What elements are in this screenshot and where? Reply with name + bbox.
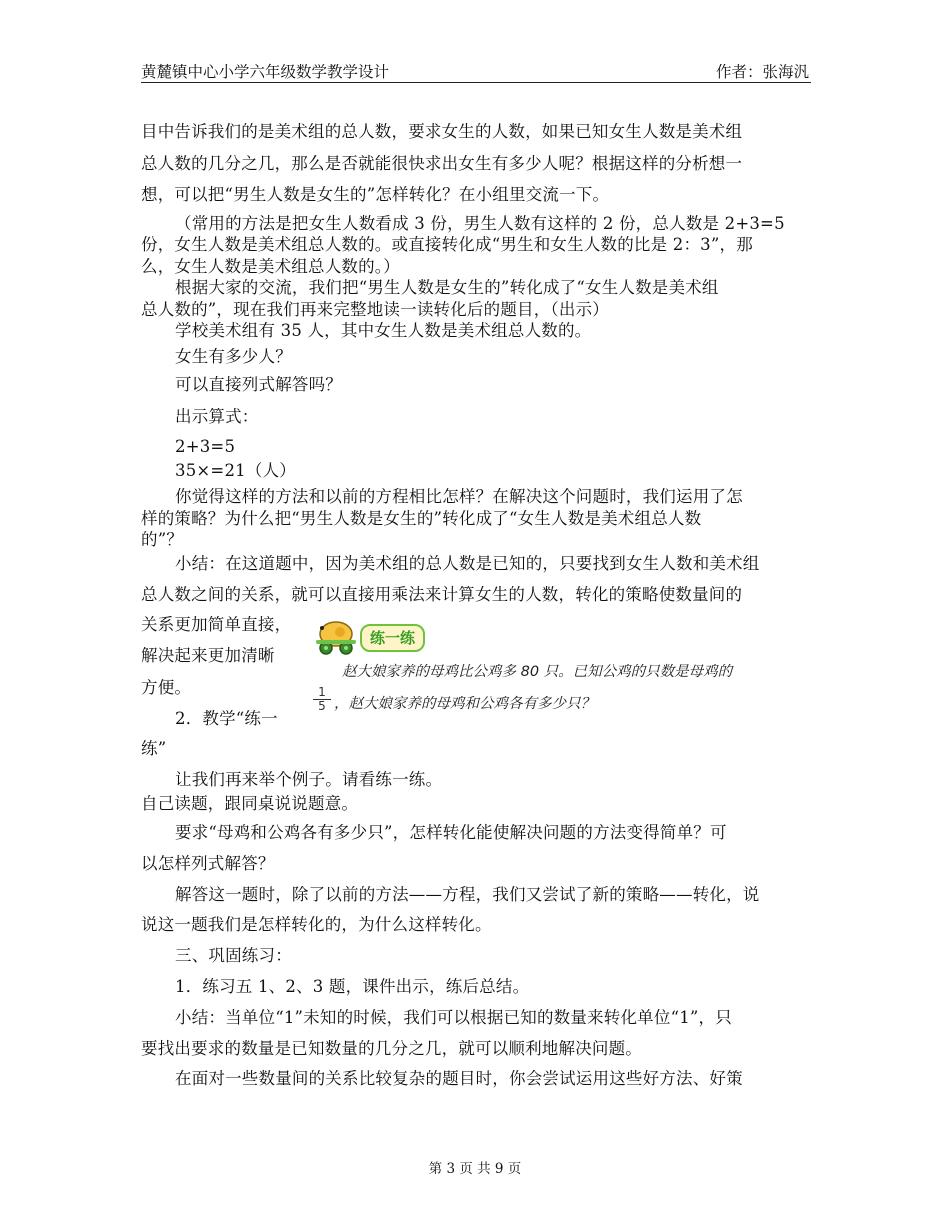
text-line: 让我们再来举个例子。请看练一练。 — [175, 770, 443, 789]
text-line: 份，女生人数是美术组总人数的。或直接转化成“男生和女生人数的比是 2：3”，那 — [141, 235, 753, 254]
exercise-title: 练一练 — [360, 624, 425, 652]
text-line: 解决起来更加清晰 — [141, 646, 275, 665]
fraction-one-fifth — [313, 686, 331, 713]
text-line: 根据大家的交流，我们把“男生人数是女生的”转化成了“女生人数是美术组 — [175, 278, 719, 297]
text-line: 方便。 — [141, 678, 192, 697]
text-line: 练” — [141, 739, 167, 758]
header-author: 作者：张海汎 — [715, 63, 809, 81]
text-line: 目中告诉我们的是美术组的总人数，要求女生的人数，如果已知女生人数是美术组 — [141, 122, 743, 141]
header-title: 黄麓镇中心小学六年级数学教学设计 — [141, 63, 390, 81]
page-header — [141, 60, 811, 83]
exercise-line-2: ，赵大娘家养的母鸡和公鸡各有多少只？ — [334, 696, 595, 712]
text-line: 小结：当单位“1”未知的时候，我们可以根据已知的数量来转化单位“1”，只 — [175, 1008, 732, 1027]
text-line: 三、巩固练习： — [175, 946, 292, 965]
text-line: 么，女生人数是美术组总人数的。） — [141, 257, 400, 276]
text-line: 学校美术组有 35 人，其中女生人数是美术组总人数的。 — [175, 321, 592, 340]
text-line: 出示算式： — [175, 407, 259, 426]
text-line: 35×=21（人） — [175, 461, 296, 480]
text-line: 在面对一些数量间的关系比较复杂的题目时，你会尝试运用这些好方法、好策 — [175, 1069, 743, 1088]
fraction-denominator: 5 — [318, 699, 326, 713]
text-line: 解答这一题时，除了以前的方法——方程，我们又尝试了新的策略——转化，说 — [175, 885, 760, 904]
text-line: （常用的方法是把女生人数看成 3 份，男生人数有这样的 2 份，总人数是 2+3=5 — [175, 214, 785, 233]
text-line: 样的策略？为什么把“男生人数是女生的”转化成了“女生人数是美术组总人数 — [141, 509, 702, 528]
text-line: 要求“母鸡和公鸡各有多少只”，怎样转化能使解决问题的方法变得简单？可 — [175, 823, 727, 842]
text-line: 小结：在这道题中，因为美术组的总人数是已知的，只要找到女生人数和美术组 — [175, 554, 760, 573]
exercise-line-1: 赵大娘家养的母鸡比公鸡多 80 只。已知公鸡的只数是母鸡的 — [342, 664, 733, 680]
text-line: 女生有多少人？ — [175, 347, 292, 366]
page-footer: 第 3 页 共 9 页 — [428, 1161, 522, 1177]
text-line: 以怎样列式解答？ — [141, 854, 275, 873]
exercise-box — [312, 612, 812, 732]
text-line: 关系更加简单直接， — [141, 615, 292, 634]
text-line: 自己读题，跟同桌说说题意。 — [141, 794, 359, 813]
snail-car-icon — [312, 614, 364, 658]
text-line: 2．教学“练一 — [175, 709, 278, 728]
text-line: 的”？ — [141, 530, 184, 549]
text-line: 你觉得这样的方法和以前的方程相比怎样？在解决这个问题时，我们运用了怎 — [175, 487, 743, 506]
text-line: 可以直接列式解答吗？ — [175, 375, 342, 394]
text-line: 总人数的几分之几，那么是否就能很快求出女生有多少人呢？根据这样的分析想一 — [141, 154, 743, 173]
text-line: 想，可以把“男生人数是女生的”怎样转化？在小组里交流一下。 — [141, 185, 610, 204]
fraction-numerator: 1 — [313, 686, 331, 700]
exercise-badge — [312, 614, 436, 658]
text-line: 说这一题我们是怎样转化的，为什么这样转化。 — [141, 915, 492, 934]
text-line: 1．练习五 1、2、3 题，课件出示，练后总结。 — [175, 977, 530, 996]
text-line: 总人数的”，现在我们再来完整地读一读转化后的题目，（出示） — [141, 300, 609, 319]
text-line: 要找出要求的数量是已知数量的几分之几，就可以顺利地解决问题。 — [141, 1039, 642, 1058]
text-line: 总人数之间的关系，就可以直接用乘法来计算女生的人数，转化的策略使数量间的 — [141, 585, 743, 604]
text-line: 2+3=5 — [175, 437, 236, 456]
